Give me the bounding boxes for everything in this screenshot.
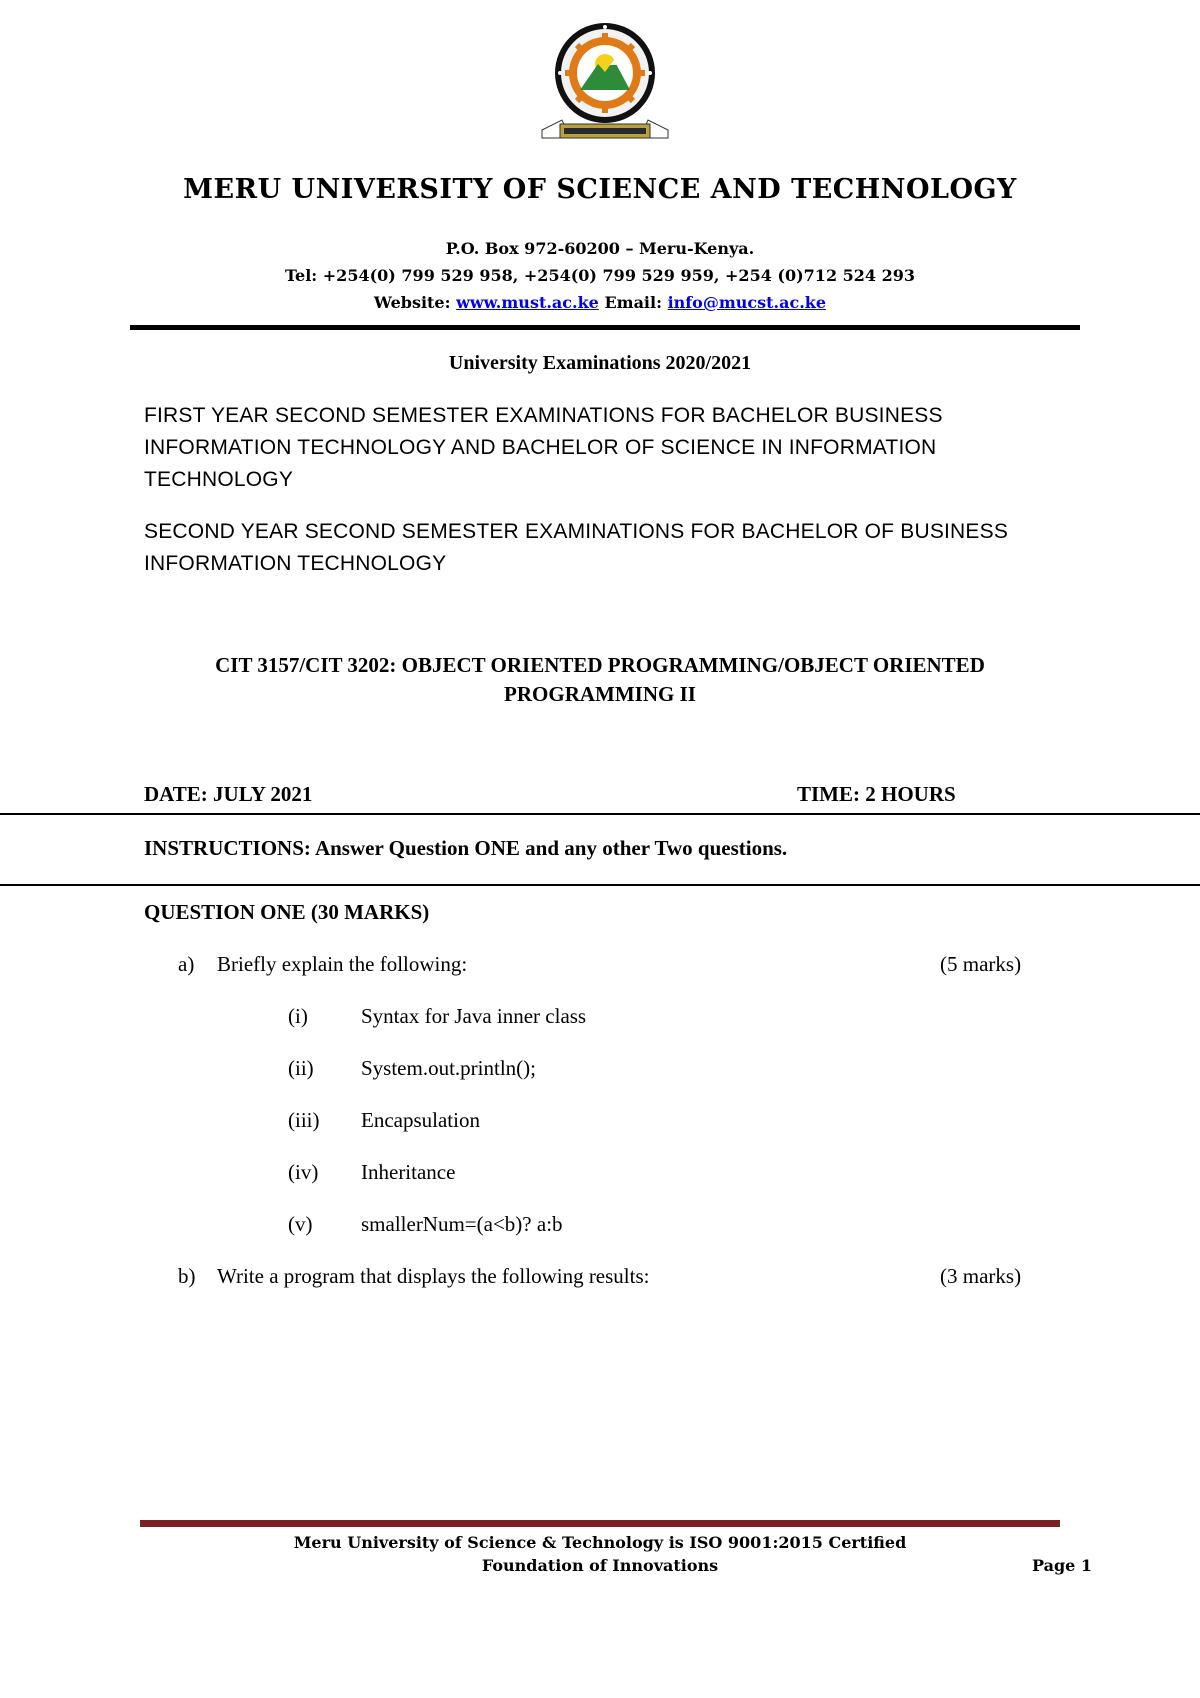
part-a-text: Briefly explain the following: — [217, 952, 468, 976]
address: P.O. Box 972-60200 – Meru-Kenya. — [445, 239, 755, 258]
part-a-marks: (5 marks) — [940, 952, 1022, 976]
programme-paragraph-2: SECOND YEAR SECOND SEMESTER EXAMINATIONS FOR BACHELOR OF BUSINESS INFORMATION TECHNOLOGY — [144, 520, 1009, 575]
instructions-divider-bottom — [0, 884, 1200, 886]
telephone: Tel: +254(0) 799 529 958, +254(0) 799 529 959, +254 (0)712 524 293 — [284, 266, 916, 285]
item-number: (ii) — [288, 1056, 314, 1080]
part-a-letter: a) — [178, 952, 195, 976]
email-link[interactable]: info@mucst.ac.ke — [667, 293, 827, 312]
instructions: INSTRUCTIONS: Answer Question ONE and any other Two questions. — [144, 836, 788, 860]
exam-title: University Examinations 2020/2021 — [448, 352, 752, 374]
website-label: Website: — [373, 293, 451, 312]
website-link[interactable]: www.must.ac.ke — [456, 293, 599, 312]
footer-divider — [140, 1520, 1060, 1527]
programme-paragraph-1: FIRST YEAR SECOND SEMESTER EXAMINATIONS FOR BACHELOR BUSINESS INFORMATION TECHNOLOGY AND BACHELOR OF SCIENCE IN INFORMATION TECHNOLOGY — [144, 404, 943, 491]
item-number: (v) — [288, 1212, 313, 1236]
page-number: Page 1 — [1032, 1556, 1093, 1575]
footer-tagline: Foundation of Innovations — [481, 1556, 719, 1575]
part-b-text: Write a program that displays the following results: — [217, 1264, 650, 1288]
part-b-letter: b) — [178, 1264, 196, 1288]
header-divider — [130, 325, 1080, 330]
contact-line — [0, 293, 1200, 312]
item-text: smallerNum=(a<b)? a:b — [361, 1212, 563, 1236]
item-text: System.out.println(); — [361, 1056, 536, 1080]
university-name: MERU UNIVERSITY OF SCIENCE AND TECHNOLOGY — [183, 174, 1017, 205]
item-text: Encapsulation — [361, 1108, 480, 1132]
item-number: (i) — [288, 1004, 308, 1028]
exam-time: TIME: 2 HOURS — [797, 782, 956, 806]
item-number: (iv) — [288, 1160, 319, 1184]
course-title — [0, 651, 1200, 709]
email-label: Email: — [604, 293, 662, 312]
item-text: Syntax for Java inner class — [361, 1004, 587, 1028]
iso-certification: Meru University of Science & Technology is ISO 9001:2015 Certified — [293, 1533, 907, 1552]
question-one-heading: QUESTION ONE (30 MARKS) — [144, 900, 430, 924]
instructions-divider-top — [0, 813, 1200, 815]
course-title-line-1: CIT 3157/CIT 3202: OBJECT ORIENTED PROGRAMMING/OBJECT ORIENTED — [215, 653, 985, 677]
item-text: Inheritance — [361, 1160, 456, 1184]
university-crest-icon — [530, 18, 680, 146]
exam-date: DATE: JULY 2021 — [144, 782, 313, 806]
course-title-line-2: PROGRAMMING II — [504, 682, 696, 706]
item-number: (iii) — [288, 1108, 320, 1132]
part-b-marks: (3 marks) — [940, 1264, 1022, 1288]
